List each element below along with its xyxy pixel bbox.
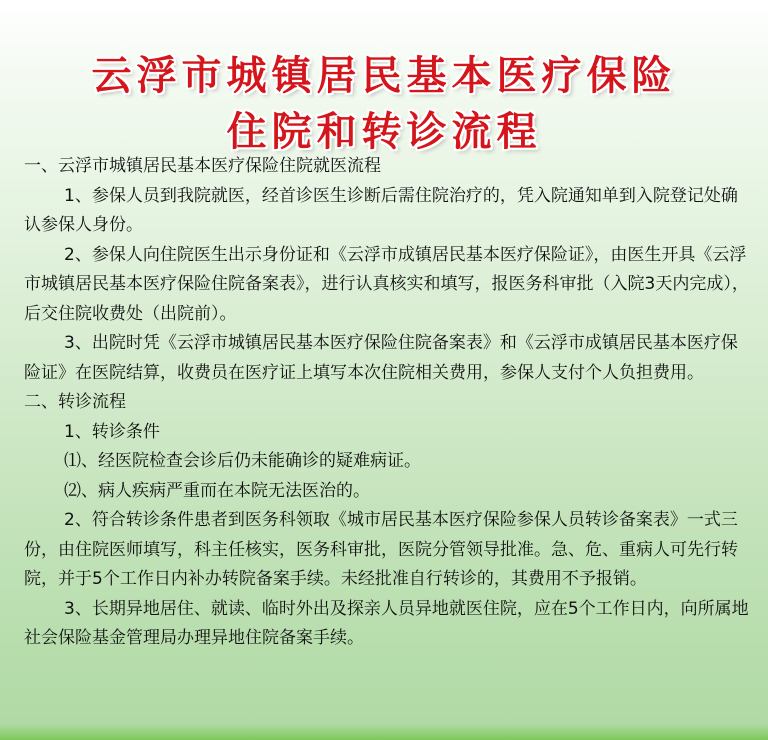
section1-item-2: 2、参保人向住院医生出示身份证和《云浮市成镇居民基本医疗保险证》，由医生开具《云浮市城镇居民基本医疗保险住院备案表》，进行认真核实和填写，报医务科审批（入院3天内完成），后交住院收费处（出院前）。: [24, 244, 749, 324]
section1-item-1: 1、参保人员到我院就医，经首诊医生诊断后需住院治疗的，凭入院通知单到入院登记处确认参保人身份。: [24, 185, 738, 235]
section1-item-3: 3、出院时凭《云浮市城镇居民基本医疗保险住院备案表》和《云浮市成镇居民基本医疗保险证》在医院结算，收费员在医疗证上填写本次住院相关费用，参保人支付个人负担费用。: [24, 333, 738, 383]
section2-sub-2: ⑵、病人疾病严重而在本院无法医治的。: [64, 480, 370, 501]
title-line-1: 云浮市城镇居民基本医疗保险: [91, 53, 677, 99]
section2-heading: 二、转诊流程: [24, 392, 126, 412]
title-line-2: 住院和转诊流程: [226, 109, 542, 155]
section2-item-3: 3、长期异地居住、就读、临时外出及探亲人员异地就医住院，应在5个工作日内，向所属地社会保险基金管理局办理异地住院备案手续。: [24, 598, 749, 648]
section2-item-1: 1、转诊条件: [64, 421, 160, 442]
content-body: [24, 152, 754, 654]
section1-heading: 一、云浮市城镇居民基本医疗保险住院就医流程: [24, 156, 381, 176]
bottom-green-band: [0, 724, 768, 740]
section2-item-2: 2、符合转诊条件患者到医务科领取《城市居民基本医疗保险参保人员转诊备案表》一式三份，由住院医师填写，科主任核实，医务科审批，医院分管领导批准。急、危、重病人可先行转院，并于5个工作日内补办转院备案手续。未经批准自行转诊的，其费用不予报销。: [24, 510, 738, 589]
section2-sub-1: ⑴、经医院检查会诊后仍未能确诊的疑难病证。: [64, 451, 421, 471]
